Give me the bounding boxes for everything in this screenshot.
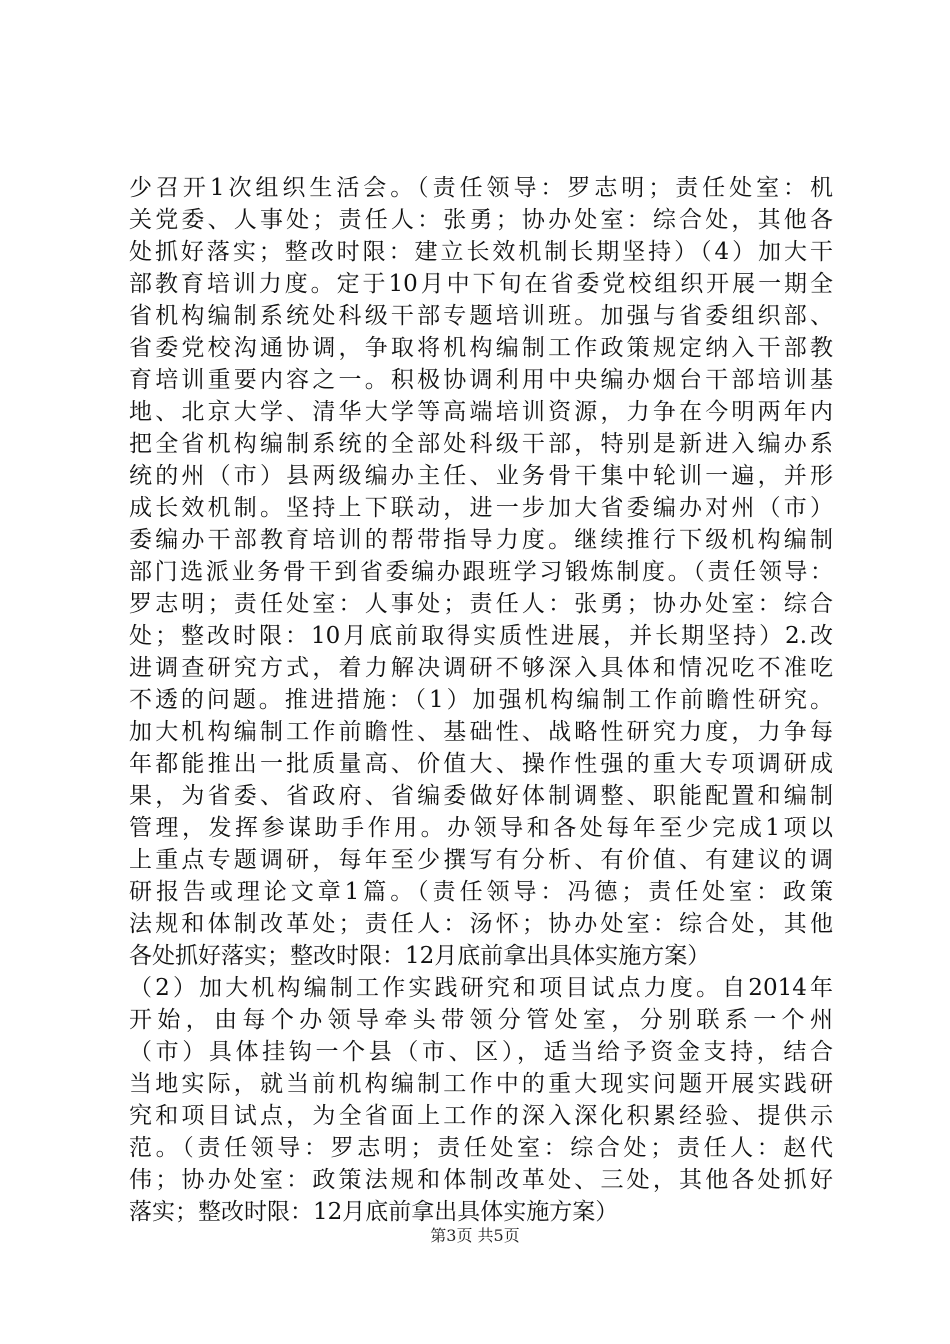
text-line: 不透的问题。推进措施：（1）加强机构编制工作前瞻性研究。 xyxy=(129,687,833,713)
page-number-footer: 第3页 共5页 xyxy=(430,1226,520,1245)
text-line: 处抓好落实；整改时限：建立长效机制长期坚持）（4）加大干 xyxy=(129,239,833,265)
text-line: 各处抓好落实；整改时限：12月底前拿出具体实施方案） xyxy=(129,943,711,969)
text-line: 管理，发挥参谋助手作用。办领导和各处每年至少完成1项以 xyxy=(129,815,833,841)
text-line: 关党委、人事处；责任人：张勇；协办处室：综合处，其他各 xyxy=(129,207,833,233)
text-line: 究和项目试点，为全省面上工作的深入深化积累经验、提供示 xyxy=(129,1103,833,1129)
text-line: 果，为省委、省政府、省编委做好体制调整、职能配置和编制 xyxy=(129,783,833,809)
text-line: 统的州（市）县两级编办主任、业务骨干集中轮训一遍，并形 xyxy=(129,463,833,489)
text-line: 研报告或理论文章1篇。（责任领导：冯德；责任处室：政策 xyxy=(129,879,833,905)
text-line: 法规和体制改革处；责任人：汤怀；协办处室：综合处，其他 xyxy=(129,911,833,937)
text-line: 地、北京大学、清华大学等高端培训资源，力争在今明两年内 xyxy=(129,399,833,425)
text-line: 罗志明；责任处室：人事处；责任人：张勇；协办处室：综合 xyxy=(129,591,833,617)
text-line: 进调查研究方式，着力解决调研不够深入具体和情况吃不准吃 xyxy=(129,655,833,681)
text-line: 部教育培训力度。定于10月中下旬在省委党校组织开展一期全 xyxy=(129,271,833,297)
text-line: 把全省机构编制系统的全部处科级干部，特别是新进入编办系 xyxy=(129,431,833,457)
text-line: 部门选派业务骨干到省委编办跟班学习锻炼制度。（责任领导： xyxy=(129,559,833,585)
text-line: 加大机构编制工作前瞻性、基础性、战略性研究力度，力争每 xyxy=(129,719,833,745)
text-line: 成长效机制。坚持上下联动，进一步加大省委编办对州（市） xyxy=(129,495,833,521)
text-line: 当地实际，就当前机构编制工作中的重大现实问题开展实践研 xyxy=(129,1071,833,1097)
text-line: 落实；整改时限：12月底前拿出具体实施方案） xyxy=(129,1199,619,1225)
text-line: （2）加大机构编制工作实践研究和项目试点力度。自2014年 xyxy=(129,975,833,1001)
text-line: 处；整改时限：10月底前取得实质性进展，并长期坚持）2.改 xyxy=(129,623,833,649)
text-line: 范。（责任领导：罗志明；责任处室：综合处；责任人：赵代 xyxy=(129,1135,833,1161)
body-text xyxy=(129,172,833,1228)
text-line: 少召开1次组织生活会。（责任领导：罗志明；责任处室：机 xyxy=(129,175,833,201)
text-line: （市）具体挂钩一个县（市、区），适当给予资金支持，结合 xyxy=(129,1039,833,1065)
text-line: 育培训重要内容之一。积极协调利用中央编办烟台干部培训基 xyxy=(129,367,833,393)
text-line: 委编办干部教育培训的帮带指导力度。继续推行下级机构编制 xyxy=(129,527,833,553)
text-line: 省机构编制系统处科级干部专题培训班。加强与省委组织部、 xyxy=(129,303,833,329)
text-line: 上重点专题调研，每年至少撰写有分析、有价值、有建议的调 xyxy=(129,847,833,873)
text-line: 年都能推出一批质量高、价值大、操作性强的重大专项调研成 xyxy=(129,751,833,777)
text-line: 省委党校沟通协调，争取将机构编制工作政策规定纳入干部教 xyxy=(129,335,833,361)
text-line: 伟；协办处室：政策法规和体制改革处、三处，其他各处抓好 xyxy=(129,1167,833,1193)
text-line: 开始，由每个办领导牵头带领分管处室，分别联系一个州 xyxy=(129,1007,833,1033)
